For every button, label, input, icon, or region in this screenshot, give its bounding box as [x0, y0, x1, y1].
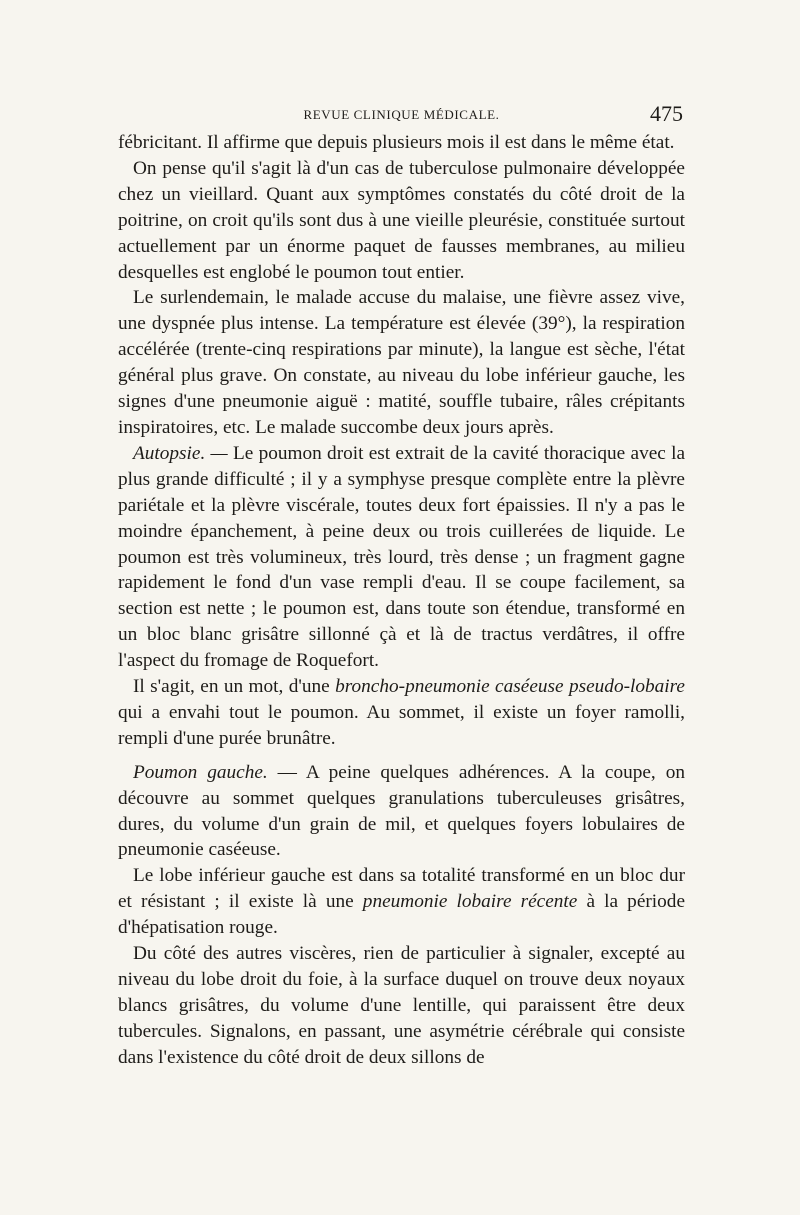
- page-number: 475: [650, 101, 683, 126]
- autopsy-heading: Autopsie. —: [133, 442, 228, 464]
- left-lung-text: — A peine quelques adhérences. A la coupe, on découvre au sommet quelques granulations tuberculeuses grisâtres, dures, du volume d'un grain de mil, et quelques foyers lobulaires de pneumonie caséeuse.: [118, 761, 685, 861]
- bronchopneumonia-before: Il s'agit, en un mot, d'une: [133, 676, 336, 698]
- running-title: REVUE CLINIQUE MÉDICALE.: [303, 107, 500, 122]
- autopsy-text: Le poumon droit est extrait de la cavité thoracique avec la plus grande difficulté ; il y a symphyse presque complète entre la plèvre pariétale et la plèvre viscérale, toutes deux fort épaissies. Il n'y a pas le moindre épanchement, à peine deux ou trois cuillerées de liquide. Le poumon est très volumineux, très lourd, très dense ; un fragment gagne rapidement le fond d'un vase rempli d'eau. Il se coupe facilement, sa section est nette ; le poumon est, dans toute son étendue, transformé en un bloc blanc grisâtre sillonné çà et là de tractus verdâtres, il offre l'aspect du fromage de Roquefort.: [118, 442, 686, 672]
- bronchopneumonia-after: qui a envahi tout le poumon. Au sommet, il existe un foyer ramolli, rempli d'une purée brunâtre.: [118, 701, 685, 749]
- paragraph-other-viscera: Du côté des autres viscères, rien de particulier à signaler, excepté au niveau du lobe droit du foie, à la surface duquel on trouve deux noyaux blancs grisâtres, du volume d'une lentille, qui paraissent être deux tubercules. Signalons, en passant, une asymétrie cérébrale qui consiste dans l'existence du côté droit de deux sillons de: [118, 943, 685, 1068]
- paragraph-lower-lobe: [118, 863, 685, 941]
- paragraph-continuation: fébricitant. Il affirme que depuis plusieurs mois il est dans le même état.: [118, 132, 675, 153]
- running-header: [118, 103, 685, 129]
- paragraph-bronchopneumonia: [118, 674, 685, 752]
- paragraph-left-lung: [118, 760, 685, 864]
- paragraph-diagnosis: On pense qu'il s'agit là d'un cas de tuberculose pulmonaire développée chez un vieillard. Quant aux symptômes constatés du côté droit de la poitrine, on croit qu'ils sont dus à une vieille pleurésie, constituée surtout actuellement par un énorme paquet de fausses membranes, au milieu desquelles est englobé le poumon tout entier.: [118, 157, 685, 283]
- paragraph-clinical-course: Le surlendemain, le malade accuse du malaise, une fièvre assez vive, une dyspnée plus intense. La température est élevée (39°), la respiration accélérée (trente-cinq respirations par minute), la langue est sèche, l'état général plus grave. On constate, au niveau du lobe inférieur gauche, les signes d'une pneumonie aiguë : matité, souffle tubaire, râles crépitants inspiratoires, etc. Le malade succombe deux jours après.: [118, 287, 685, 438]
- lower-lobe-after: à la période d'hépatisation rouge.: [118, 891, 685, 939]
- body-text: [118, 130, 685, 1071]
- bronchopneumonia-emphasis: broncho-pneumonie caséeuse pseudo-lobaire: [335, 676, 685, 698]
- paragraph-autopsy: [118, 441, 685, 674]
- lower-lobe-emphasis: pneumonie lobaire récente: [362, 891, 578, 913]
- left-lung-heading: Poumon gauche.: [133, 761, 268, 783]
- lower-lobe-before: Le lobe inférieur gauche est dans sa totalité transformé en un bloc dur et résistant ; il existe là une: [118, 865, 685, 913]
